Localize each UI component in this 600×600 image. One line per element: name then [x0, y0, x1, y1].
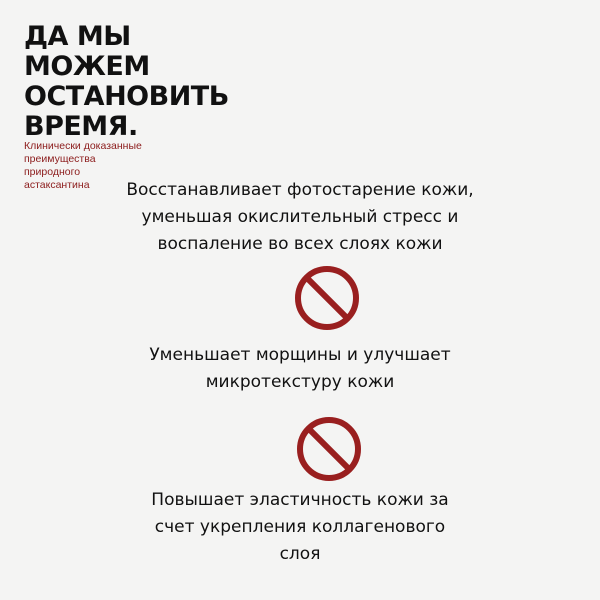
subtitle-line: Клинически доказанные — [24, 140, 142, 152]
headline-line: ДА МЫ — [24, 21, 131, 52]
headline-line: ВРЕМЯ. — [24, 111, 138, 142]
benefit-wrinkles — [0, 342, 600, 396]
benefit-line: Уменьшает морщины и улучшает — [149, 345, 451, 365]
benefit-line: слоя — [279, 544, 321, 564]
subtitle-line: астаксантина — [24, 179, 90, 191]
headline-line: ОСТАНОВИТЬ — [24, 81, 229, 112]
subtitle-line: природного — [24, 166, 81, 178]
prohibited-icon — [293, 264, 361, 332]
benefit-line: Повышает эластичность кожи за — [151, 490, 449, 510]
benefit-elasticity — [0, 487, 600, 568]
headline — [24, 22, 304, 142]
benefit-line: счет укрепления коллагенового — [154, 517, 446, 537]
headline-line: МОЖЕМ — [24, 51, 150, 82]
subtitle-line: преимущества — [24, 153, 96, 165]
benefit-line: воспаление во всех слоях кожи — [157, 234, 443, 254]
benefit-line: микротекстуру кожи — [205, 372, 395, 392]
benefit-photoaging — [0, 177, 600, 258]
prohibited-icon — [295, 415, 363, 483]
benefit-line: Восстанавливает фотостарение кожи, — [126, 180, 474, 200]
benefit-line: уменьшая окислительный стресс и — [141, 207, 459, 227]
